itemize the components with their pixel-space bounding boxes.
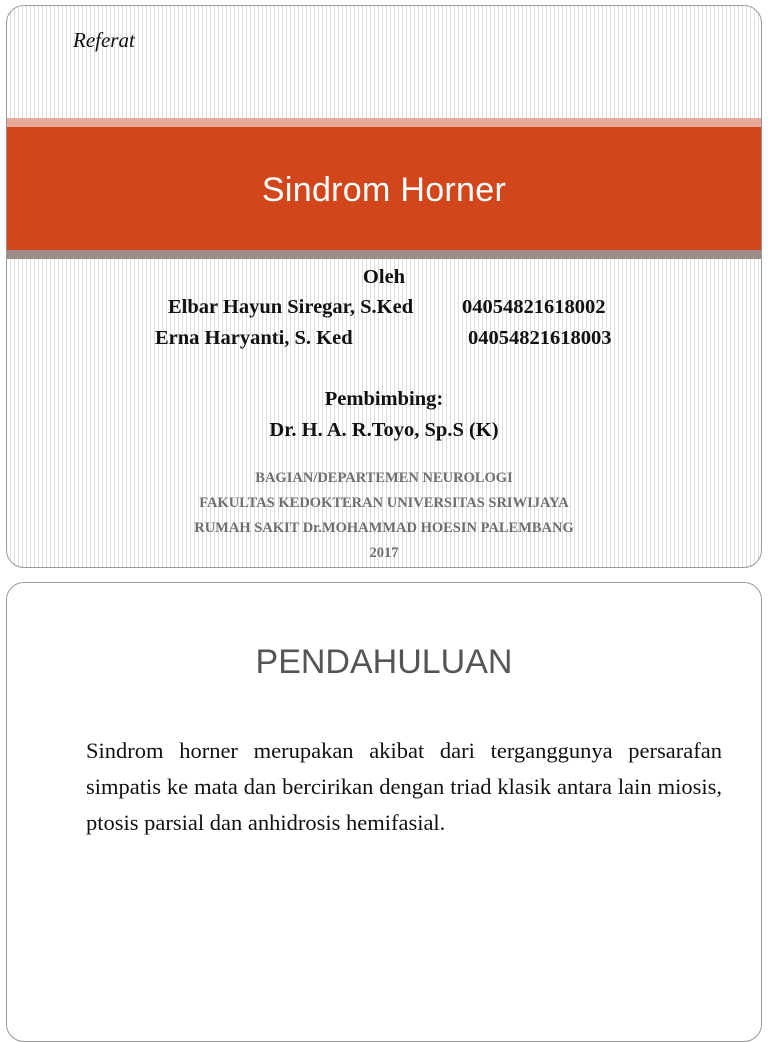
institution-line: BAGIAN/DEPARTEMEN NEUROLOGI (255, 470, 513, 486)
author2-name: Erna Haryanti, S. Ked (155, 327, 353, 349)
author1-nim: 04054821618002 (462, 296, 606, 318)
title-band (7, 127, 761, 250)
body-paragraph: Sindrom horner merupakan akibat dari terganggunya persarafan simpatis ke mata dan bercirikan dengan triad klasik antara lain miosis, ptosis parsial dan anhidrosis hemifasial. (86, 738, 722, 835)
institution-line: RUMAH SAKIT Dr.MOHAMMAD HOESIN PALEMBANG (194, 520, 574, 536)
author1-name: Elbar Hayun Siregar, S.Ked (168, 296, 414, 318)
institution-line: FAKULTAS KEDOKTERAN UNIVERSITAS SRIWIJAYA (199, 495, 569, 511)
section-heading: PENDAHULUAN (255, 643, 513, 681)
slide-title: Sindrom Horner (261, 171, 507, 209)
pembimbing-name: Dr. H. A. R.Toyo, Sp.S (K) (269, 419, 499, 441)
title-slide (6, 5, 762, 568)
oleh-label: Oleh (362, 266, 406, 288)
author2-nim: 04054821618003 (468, 327, 612, 349)
pembimbing-label: Pembimbing: (324, 388, 444, 410)
title-band-top-stripe (7, 118, 761, 127)
referat-label: Referat (73, 28, 135, 52)
institution-block (7, 466, 761, 566)
title-band-bottom-stripe (7, 250, 761, 259)
institution-year: 2017 (369, 545, 399, 561)
content-slide (6, 582, 762, 1042)
